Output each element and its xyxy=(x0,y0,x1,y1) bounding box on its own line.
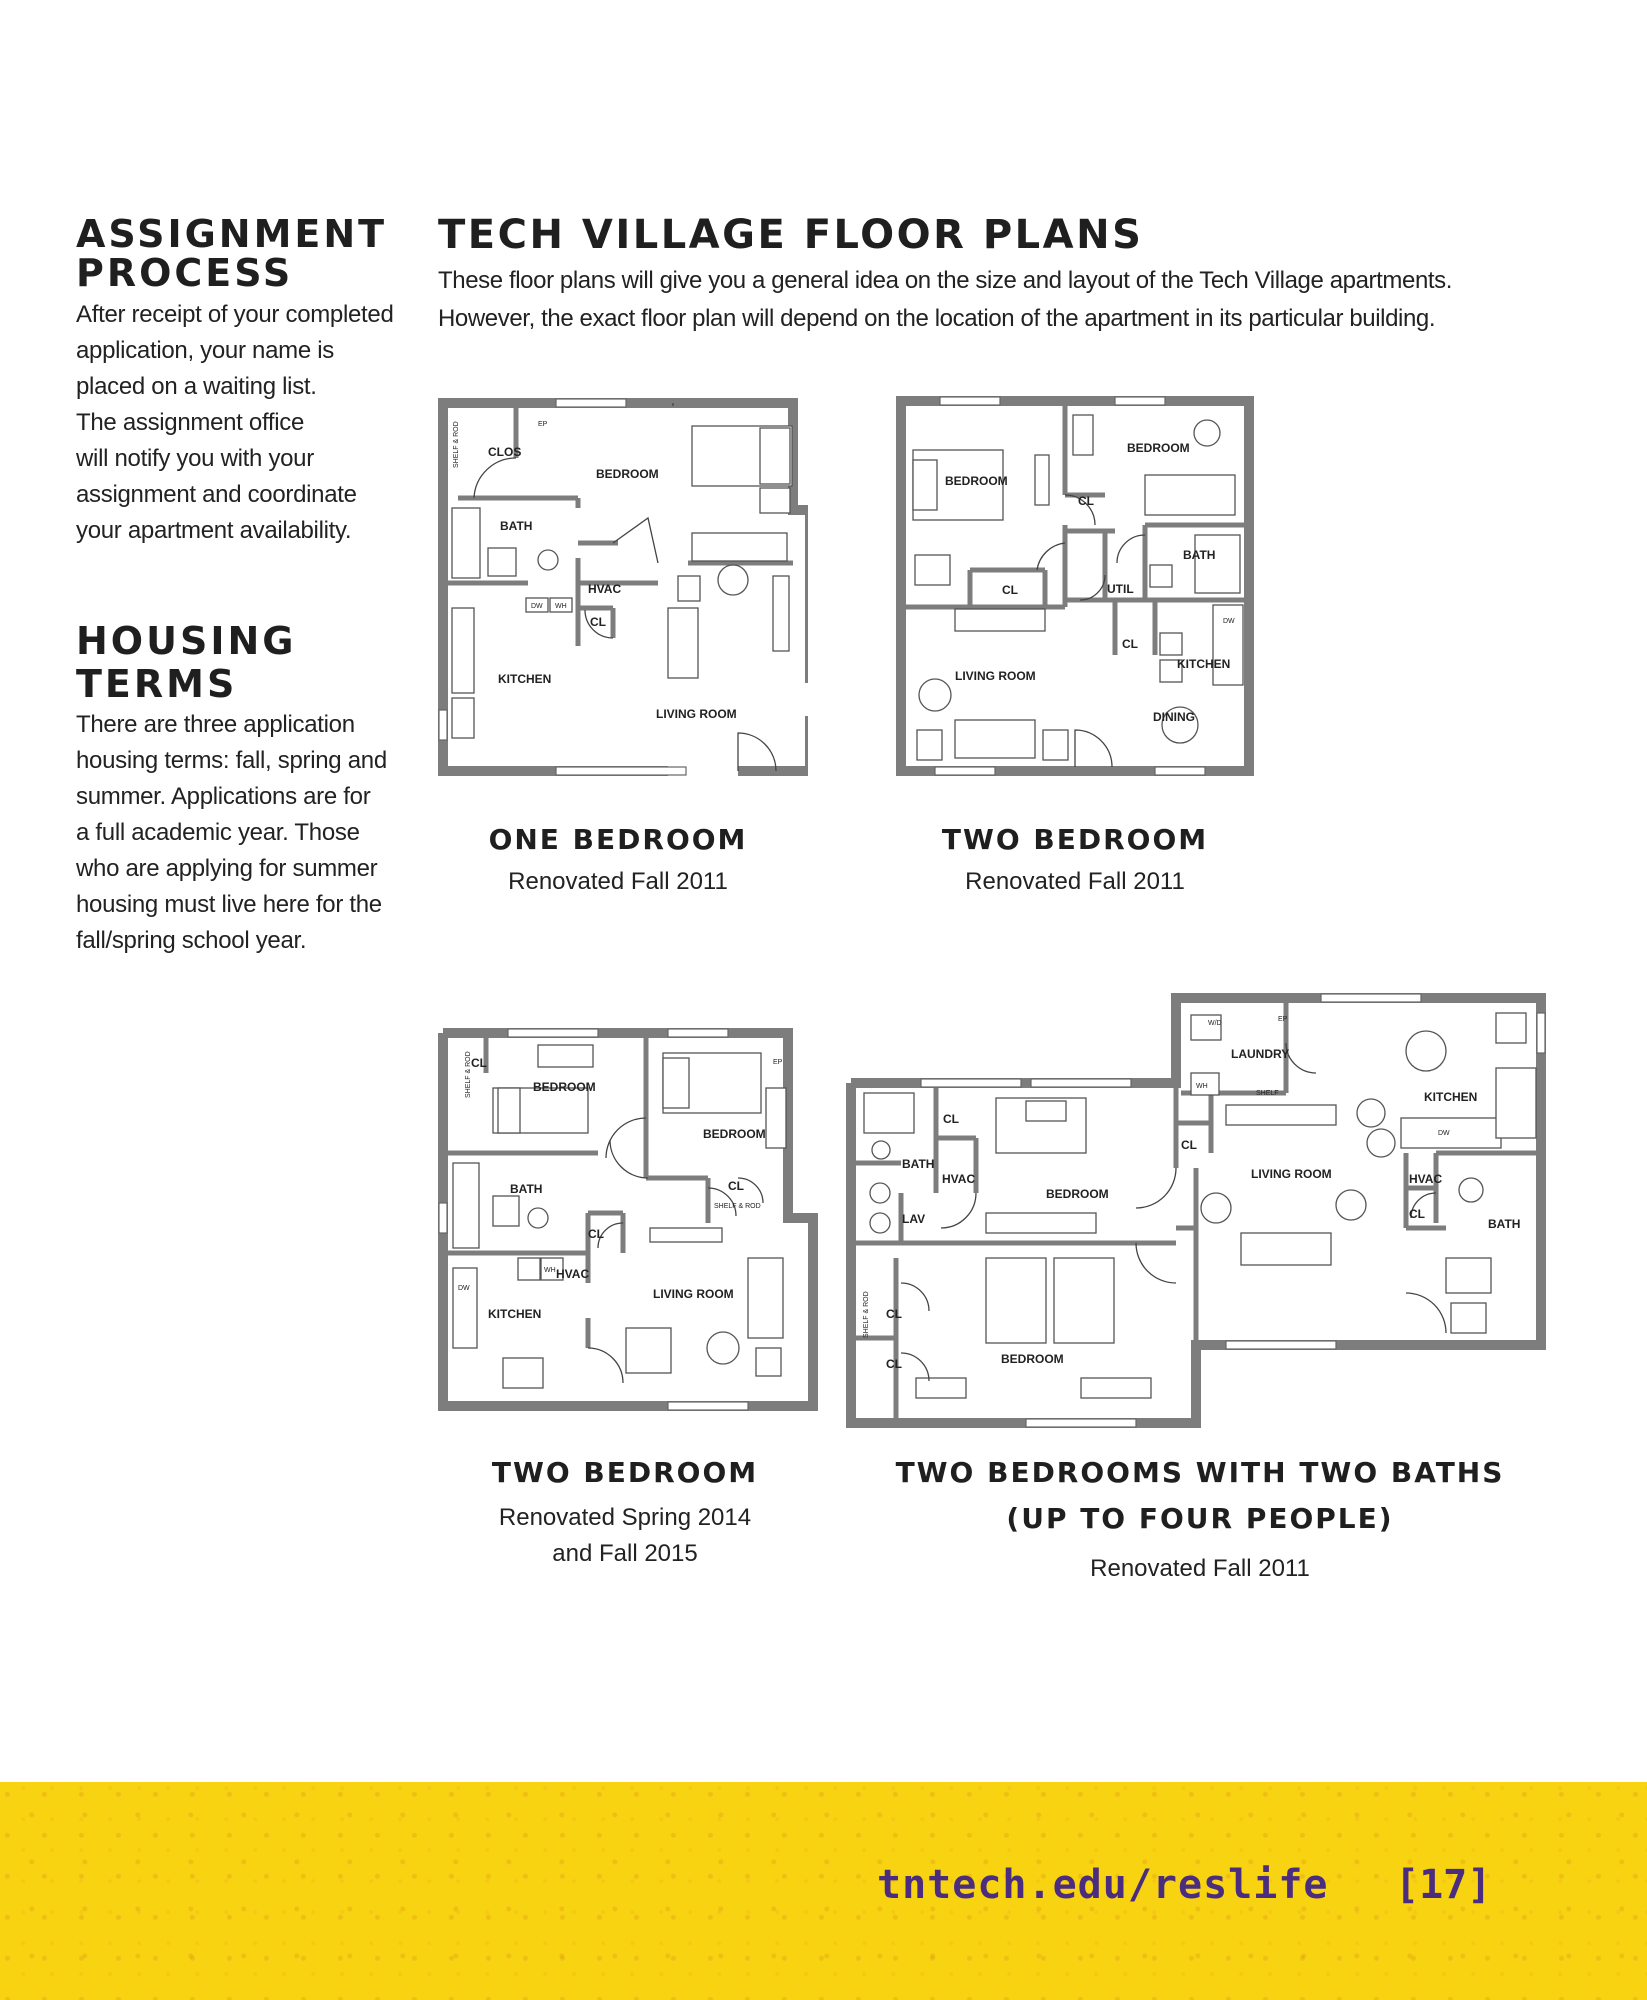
two-bath-cl2-label: CL xyxy=(1181,1138,1197,1152)
two-bed-b-bedroom2-label: BEDROOM xyxy=(703,1127,766,1141)
one-bed-bath-label: BATH xyxy=(500,519,533,533)
one-bed-hvac-label: HVAC xyxy=(588,582,622,596)
two-bed-a-kitchen-label: KITCHEN xyxy=(1177,657,1231,671)
assignment-process-heading: ASSIGNMENT PROCESS xyxy=(76,212,388,295)
two-bedroom-spring-2014-caption xyxy=(475,1450,775,1572)
two-bath-hvac1-label: HVAC xyxy=(942,1172,976,1186)
housing-terms-section xyxy=(76,620,406,959)
two-bed-b-living-label: LIVING ROOM xyxy=(653,1287,734,1301)
assignment-process-section xyxy=(76,212,406,549)
two-bedroom-fall-2011-note: Renovated Fall 2011 xyxy=(965,868,1185,895)
two-bed-a-bedroom2-label: BEDROOM xyxy=(1127,441,1190,455)
two-bed-a-cl3-label: CL xyxy=(1122,637,1138,651)
two-bath-living-label: LIVING ROOM xyxy=(1251,1167,1332,1181)
one-bed-wh-label: WH xyxy=(555,603,567,610)
two-bed-b-shelf2-label: SHELF & ROD xyxy=(714,1203,761,1210)
two-bed-two-bath-caption xyxy=(880,1450,1520,1587)
one-bed-cl-label: CL xyxy=(590,615,606,629)
two-bed-b-dw-label: DW xyxy=(458,1285,470,1292)
two-bath-wd-label: W/D xyxy=(1208,1020,1222,1027)
two-bath-bath2-label: BATH xyxy=(1488,1217,1521,1231)
two-bedroom-spring-2014-title: TWO BEDROOM xyxy=(491,1456,759,1489)
one-bed-living-label: LIVING ROOM xyxy=(656,707,737,721)
two-bedroom-fall-2011-title: TWO BEDROOM xyxy=(941,823,1209,856)
two-bath-shelf-label: SHELF xyxy=(1256,1090,1279,1097)
two-bed-a-cl2-label: CL xyxy=(1002,583,1018,597)
two-bed-a-bedroom1-label: BEDROOM xyxy=(945,474,1008,488)
two-bed-a-util-label: UTIL xyxy=(1107,582,1134,596)
one-bed-kitchen-label: KITCHEN xyxy=(498,672,552,686)
two-bath-cl1-label: CL xyxy=(943,1112,959,1126)
two-bath-hvac2-label: HVAC xyxy=(1409,1172,1443,1186)
footer-website-link[interactable]: tntech.edu/reslife xyxy=(877,1862,1329,1908)
page-number: [17] xyxy=(1395,1862,1492,1908)
two-bed-b-bath-label: BATH xyxy=(510,1182,543,1196)
two-bed-b-ep-label: EP xyxy=(773,1059,783,1066)
two-bath-bedroom2-label: BEDROOM xyxy=(1001,1352,1064,1366)
two-bedroom-fall-2011-caption xyxy=(925,817,1225,900)
one-bed-ep-label: EP xyxy=(538,421,548,428)
two-bed-b-kitchen-label: KITCHEN xyxy=(488,1307,542,1321)
two-bath-cl3-label: CL xyxy=(1409,1207,1425,1221)
two-bed-two-bath-note: Renovated Fall 2011 xyxy=(1090,1555,1310,1582)
two-bed-two-bath-floor-plan xyxy=(846,993,1546,1430)
one-bedroom-title: ONE BEDROOM xyxy=(488,823,748,856)
two-bath-laundry-label: LAUNDRY xyxy=(1231,1047,1290,1061)
two-bath-dw-label: DW xyxy=(1438,1130,1450,1137)
one-bedroom-floor-plan xyxy=(438,398,808,776)
two-bath-kitchen-label: KITCHEN xyxy=(1424,1090,1478,1104)
two-bed-a-living-label: LIVING ROOM xyxy=(955,669,1036,683)
two-bath-lav-label: LAV xyxy=(902,1212,926,1226)
page-title: TECH VILLAGE FLOOR PLANS xyxy=(438,212,1144,258)
two-bed-b-hvac-label: HVAC xyxy=(556,1267,590,1281)
two-bed-a-dw-label: DW xyxy=(1223,618,1235,625)
housing-terms-text: There are three application housing terms: fall, spring and summer. Applications are for a full academic year. Those who are applying for summer housing must live here for the fall/spring school year. xyxy=(76,711,387,955)
housing-terms-heading: HOUSING TERMS xyxy=(76,619,297,706)
one-bed-clos-label: CLOS xyxy=(488,445,522,459)
one-bed-bedroom-label: BEDROOM xyxy=(596,467,659,481)
two-bath-bedroom1-label: BEDROOM xyxy=(1046,1187,1109,1201)
two-bed-b-cl1-label: CL xyxy=(471,1056,487,1070)
two-bedroom-spring-2014-floor-plan xyxy=(438,1028,818,1411)
two-bath-ep-label: EP xyxy=(1278,1016,1288,1023)
two-bed-a-cl1-label: CL xyxy=(1078,494,1094,508)
one-bed-shelf-label: SHELF & ROD xyxy=(453,421,460,468)
assignment-process-text: After receipt of your completed application, your name is placed on a waiting list. The assignment office will notify you with your assignment and coordinate your apartment availability. xyxy=(76,300,394,544)
one-bedroom-caption xyxy=(468,817,768,900)
two-bath-shelf-rod-label: SHELF & ROD xyxy=(863,1291,870,1338)
one-bedroom-note: Renovated Fall 2011 xyxy=(508,868,728,895)
two-bed-a-bath-label: BATH xyxy=(1183,548,1216,562)
two-bed-b-shelf1-label: SHELF & ROD xyxy=(465,1051,472,1098)
two-bed-b-wh-label: WH xyxy=(544,1267,556,1274)
two-bedroom-fall-2011-floor-plan xyxy=(895,395,1255,777)
two-bath-wh-label: WH xyxy=(1196,1083,1208,1090)
two-bed-b-cl3-label: CL xyxy=(588,1227,604,1241)
two-bed-a-dining-label: DINING xyxy=(1153,710,1195,724)
two-bedroom-spring-2014-note: Renovated Spring 2014 and Fall 2015 xyxy=(498,1504,752,1567)
one-bed-dw-label: DW xyxy=(531,603,543,610)
two-bath-cl4-label: CL xyxy=(886,1307,902,1321)
two-bath-bath1-label: BATH xyxy=(902,1157,935,1171)
two-bath-cl5-label: CL xyxy=(886,1357,902,1371)
intro-text: These floor plans will give you a general idea on the size and layout of the Tech Village apartments. However, the exact floor plan will depend on the location of the apartment in its particular building. xyxy=(438,267,1453,332)
two-bed-b-cl2-label: CL xyxy=(728,1179,744,1193)
two-bed-two-bath-title: TWO BEDROOMS WITH TWO BATHS (UP TO FOUR PEOPLE) xyxy=(895,1456,1505,1535)
two-bed-b-bedroom1-label: BEDROOM xyxy=(533,1080,596,1094)
